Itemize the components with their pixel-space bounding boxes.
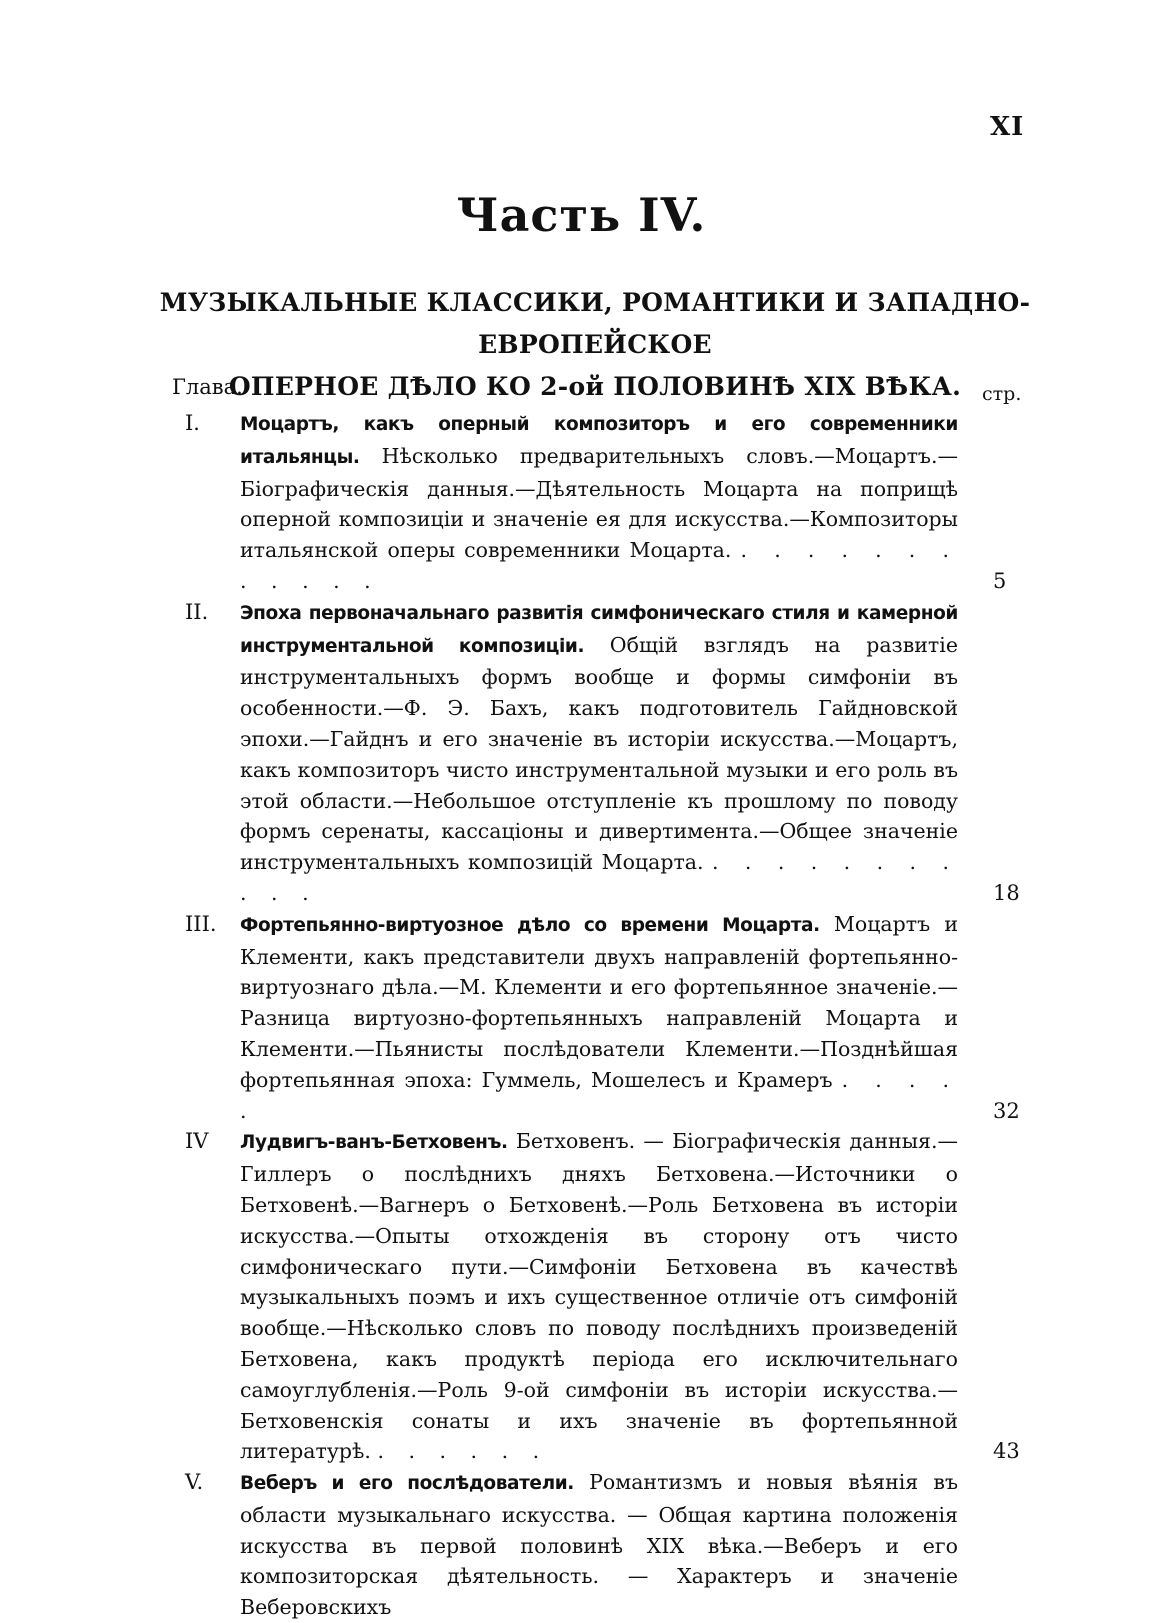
chapter-summary: Нѣсколько предварительныхъ словъ.—Моцартъ.—Біографическія данныя.—Дѣятельность Моцарта на поприщѣ оперной композиціи и значеніе ея для искусства.—Композиторы итальянской оперы современники Моцарта. bbox=[240, 443, 958, 563]
chapter-page: 5 bbox=[993, 568, 1007, 593]
chapter-summary: Романтизмъ и новыя вѣянія въ области музыкальнаго искусства. — Общая картина положенія искусства въ первой половинѣ XIX вѣка.—Веберъ и его композиторская дѣятельность. — Характеръ и значеніе Веберовскихъ bbox=[240, 1470, 958, 1620]
page-number: XI bbox=[990, 112, 1025, 142]
part-title: Часть IV. bbox=[456, 188, 707, 242]
chapter-number: V. bbox=[185, 1470, 204, 1495]
part-subtitle bbox=[150, 282, 1040, 408]
leader-dots: . . . . . bbox=[240, 1067, 958, 1123]
chapter-heading: Фортепьянно-виртуозное дѣло со времени Моцарта. bbox=[240, 914, 820, 936]
page-column-header: стр. bbox=[982, 383, 1022, 405]
chapter-heading: Веберъ и его послѣдователи. bbox=[240, 1473, 574, 1495]
chapter-page: 43 bbox=[993, 1439, 1020, 1464]
toc-entry bbox=[185, 1467, 958, 1623]
chapter-number: IV bbox=[185, 1129, 209, 1154]
chapter-heading: Эпоха первоначальнаго развитія симфоническаго стиля и камерной инструментальной композиціи. bbox=[240, 602, 958, 657]
chapter-column-header: Глава. bbox=[172, 375, 243, 399]
table-of-contents bbox=[0, 408, 1163, 1623]
subtitle-line-1: МУЗЫКАЛЬНЫЕ КЛАССИКИ, РОМАНТИКИ И ЗАПАДНО-ЕВРОПЕЙСКОЕ bbox=[159, 288, 1031, 359]
toc-entry bbox=[185, 408, 1007, 597]
leader-dots: . . . . . . . . . . . . bbox=[240, 538, 958, 593]
leader-dots: . . . . . . bbox=[377, 1439, 549, 1464]
chapter-summary: Моцартъ и Клементи, какъ представители двухъ направленій фортепьянно-виртуознаго дѣла.—М. Клементи и его фортепьянное значеніе.—Разница виртуозно-фортепьянныхъ направленій Моцарта и Клементи.—Пьянисты послѣдователи Клементи.—Позднѣйшая фортепьянная эпоха: Гуммель, Мошелесъ и Крамеръ bbox=[240, 911, 958, 1092]
chapter-page: 32 bbox=[993, 1098, 1020, 1123]
chapter-summary: Общій взглядъ на развитіе инструментальныхъ формъ вообще и формы симфоніи въ особенности.—Ф. Э. Бахъ, какъ подготовитель Гайдновской эпохи.—Гайднъ и его значеніе въ исторіи искусства.—Моцартъ, какъ композиторъ чисто инструментальной музыки и его роль въ этой области.—Небольшое отступленіе къ прошлому по поводу формъ серенаты, кассаціоны и дивертимента.—Общее значеніе инструментальныхъ композицій Моцарта. bbox=[240, 632, 958, 875]
chapter-heading: Моцартъ, какъ оперный композиторъ и его современники итальянцы. bbox=[240, 414, 958, 468]
chapter-number: I. bbox=[185, 411, 200, 435]
toc-entry bbox=[185, 909, 1020, 1127]
toc-entry bbox=[185, 1126, 1020, 1467]
leader-dots: . . . . . . . . . . . bbox=[240, 850, 958, 905]
chapter-page: 18 bbox=[993, 880, 1020, 905]
chapter-number: III. bbox=[185, 911, 217, 936]
chapter-heading: Лудвигъ-ванъ-Бетховенъ. bbox=[240, 1132, 508, 1154]
chapter-number: II. bbox=[185, 599, 209, 624]
subtitle-line-2: ОПЕРНОЕ ДѢЛО КО 2-ой ПОЛОВИНѢ XIX ВѢКА. bbox=[228, 372, 962, 401]
chapter-summary: Бетховенъ. — Біографическія данныя.—Гиллеръ о послѣднихъ дняхъ Бетховена.—Источники о Бетховенѣ.—Вагнеръ о Бетховенѣ.—Роль Бетховена въ исторіи искусства.—Опыты отхожденія въ сторону отъ чисто симфоническаго пути.—Симфоніи Бетховена въ качествѣ музыкальныхъ поэмъ и ихъ существенное отличіе отъ симфоній вообще.—Нѣсколько словъ по поводу послѣднихъ произведеній Бетховена, какъ продуктѣ періода его исключительнаго самоуглубленія.—Роль 9-ой симфоніи въ исторіи искусства.—Бетховенскія сонаты и ихъ значеніе въ фортепьянной литературѣ. bbox=[240, 1129, 958, 1464]
toc-entry bbox=[185, 597, 1020, 909]
